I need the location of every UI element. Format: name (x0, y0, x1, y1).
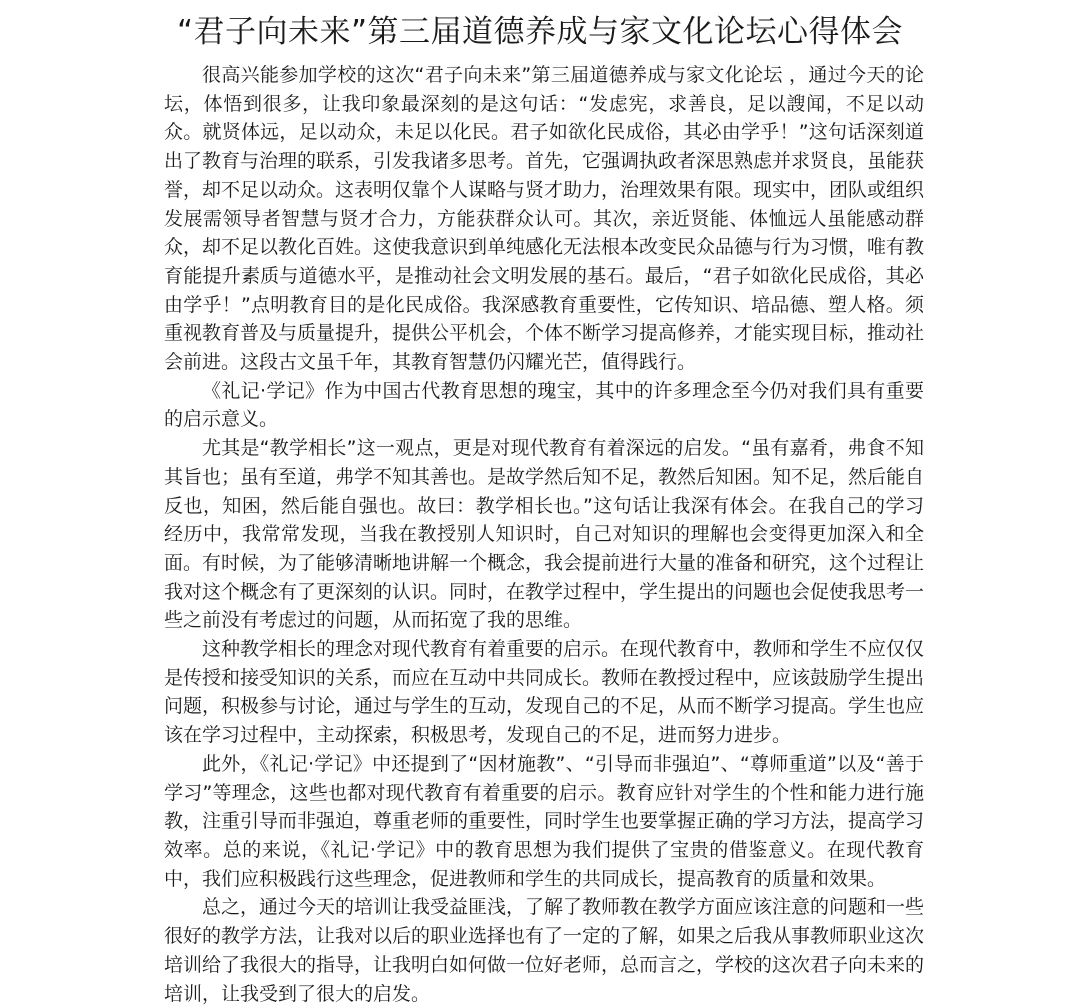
paragraph-4: 这种教学相长的理念对现代教育有着重要的启示。在现代教育中，教师和学生不应仅仅是传授和接受知识的关系，而应在互动中共同成长。教师在教授过程中，应该鼓励学生提出问题，积极参与讨论，通过与学生的互动，发现自己的不足，从而不断学习提高。学生也应该在学习过程中，主动探索，积极思考，发现自己的不足，进而努力进步。 (164, 638, 925, 747)
document-title: “君子向未来”第三届道德养成与家文化论坛心得体会 (176, 14, 904, 50)
paragraph-6: 总之，通过今天的培训让我受益匪浅，了解了教师教在教学方面应该注意的问题和一些很好的教学方法，让我对以后的职业选择也有了一定的了解，如果之后我从事教师职业这次培训给了我很大的指导，让我明白如何做一位好老师，总而言之，学校的这次君子向未来的培训，让我受到了很大的启发。 (164, 896, 925, 1005)
paragraph-5: 此外，《礼记·学记》中还提到了“因材施教”、“引导而非强迫”、“尊师重道”以及“善于学习”等理念，这些也都对现代教育有着重要的启示。教育应针对学生的个性和能力进行施教，注重引导而非强迫，尊重老师的重要性，同时学生也要掌握正确的学习方法，提高学习效率。总的来说，《礼记·学记》中的教育思想为我们提供了宝贵的借鉴意义。在现代教育中，我们应积极践行这些理念，促进教师和学生的共同成长，提高教育的质量和效果。 (164, 752, 925, 890)
document-body (164, 61, 924, 1008)
paragraph-1: 很高兴能参加学校的这次“君子向未来”第三届道德养成与家文化论坛 ，通过今天的论坛，体悟到很多，让我印象最深刻的是这句话：“发虑宪，求善良，足以謏闻，不足以动众。就贤体远，足以动众，未足以化民。君子如欲化民成俗，其必由学乎！”这句话深刻道出了教育与治理的联系，引发我诸多思考。首先，它强调执政者深思熟虑并求贤良，虽能获誉，却不足以动众。这表明仅靠个人谋略与贤才助力，治理效果有限。现实中，团队或组织发展需领导者智慧与贤才合力，方能获群众认可。其次，亲近贤能、体恤远人虽能感动群众，却不足以教化百姓。这使我意识到单纯感化无法根本改变民众品德与行为习惯，唯有教育能提升素质与道德水平，是推动社会文明发展的基石。最后，“君子如欲化民成俗，其必由学乎！”点明教育目的是化民成俗。我深感教育重要性，它传知识、培品德、塑人格。须重视教育普及与质量提升，提供公平机会，个体不断学习提高修养，才能实现目标，推动社会前进。这段古文虽千年，其教育智慧仍闪耀光芒，值得践行。 (164, 64, 925, 374)
paragraph-3: 尤其是“教学相长”这一观点，更是对现代教育有着深远的启发。“虽有嘉肴，弗食不知其旨也；虽有至道，弗学不知其善也。是故学然后知不足，教然后知困。知不足，然后能自反也，知困，然后能自强也。故曰：教学相长也。”这句话让我深有体会。在我自己的学习经历中，我常常发现，当我在教授别人知识时，自己对知识的理解也会变得更加深入和全面。有时候，为了能够清晰地讲解一个概念，我会提前进行大量的准备和研究，这个过程让我对这个概念有了更深刻的认识。同时，在教学过程中，学生提出的问题也会促使我思考一些之前没有考虑过的问题，从而拓宽了我的思维。 (164, 437, 925, 632)
paragraph-2: 《礼记·学记》作为中国古代教育思想的瑰宝，其中的许多理念至今仍对我们具有重要的启示意义。 (164, 379, 924, 431)
